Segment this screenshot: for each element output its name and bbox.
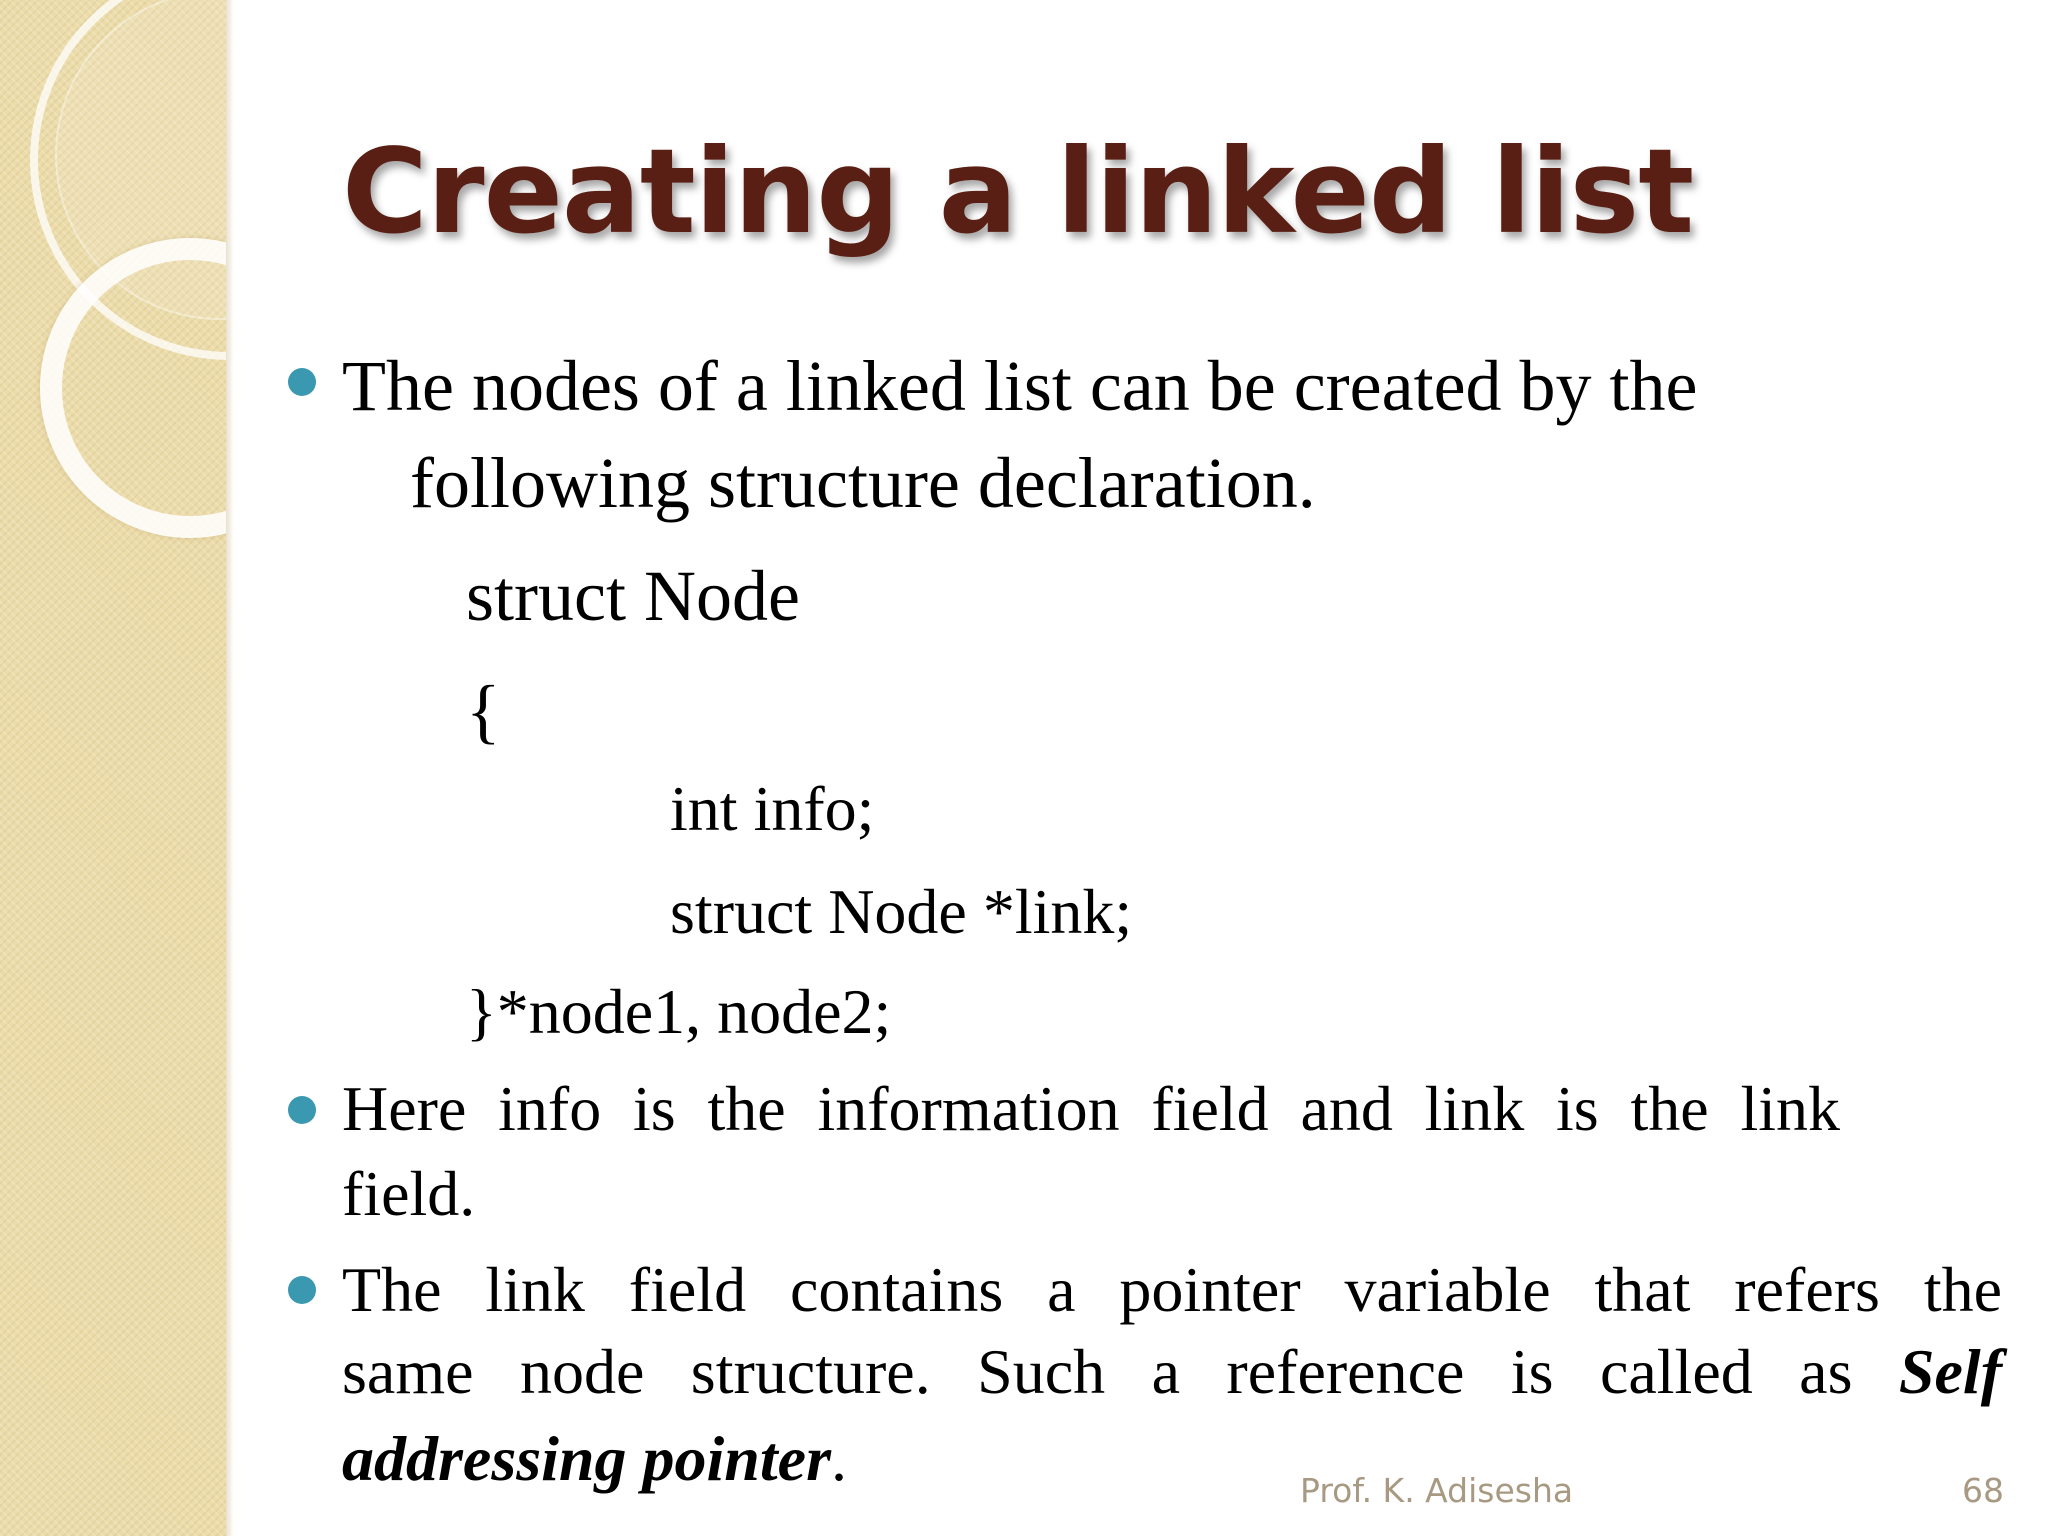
code-line-close: }*node1, node2; [466,976,892,1047]
code-line-open-brace: { [466,671,501,751]
slide-title: Creating a linked list [342,123,1694,260]
bullet-3-period: . [830,1423,847,1494]
footer-author: Prof. K. Adisesha [1300,1471,1574,1510]
code-line-info: int info; [670,773,875,844]
self-emphasis: Self [1898,1336,2002,1407]
bullet-dot-icon [288,368,316,396]
bullet-3-line-1: The link field contains a pointer variable that refers the [342,1254,2002,1325]
addressing-pointer-emphasis: addressing pointer [342,1423,831,1494]
bullet-3-line-2-text: same node structure. Such a reference is called as [342,1336,1853,1407]
bullet-1-line-2: following structure declaration. [410,443,1316,523]
bullet-1-line-1: The nodes of a linked list can be created by the [342,346,1698,426]
bullet-3-line-2 [342,1336,2002,1407]
code-line-link: struct Node *link; [670,876,1133,947]
decorative-ring-middle [40,238,226,538]
decorative-sidebar [0,0,226,1536]
bullet-3-line-3 [342,1422,847,1496]
bullet-2-line-2: field. [342,1158,476,1229]
bullet-dot-icon [288,1096,316,1124]
bullet-2-line-1: Here info is the information field and link is the link [342,1073,1840,1144]
bullet-dot-icon [288,1276,316,1304]
sidebar-shadow-edge [226,0,234,1536]
page-number: 68 [1962,1471,2004,1510]
code-line-struct: struct Node [466,556,800,636]
